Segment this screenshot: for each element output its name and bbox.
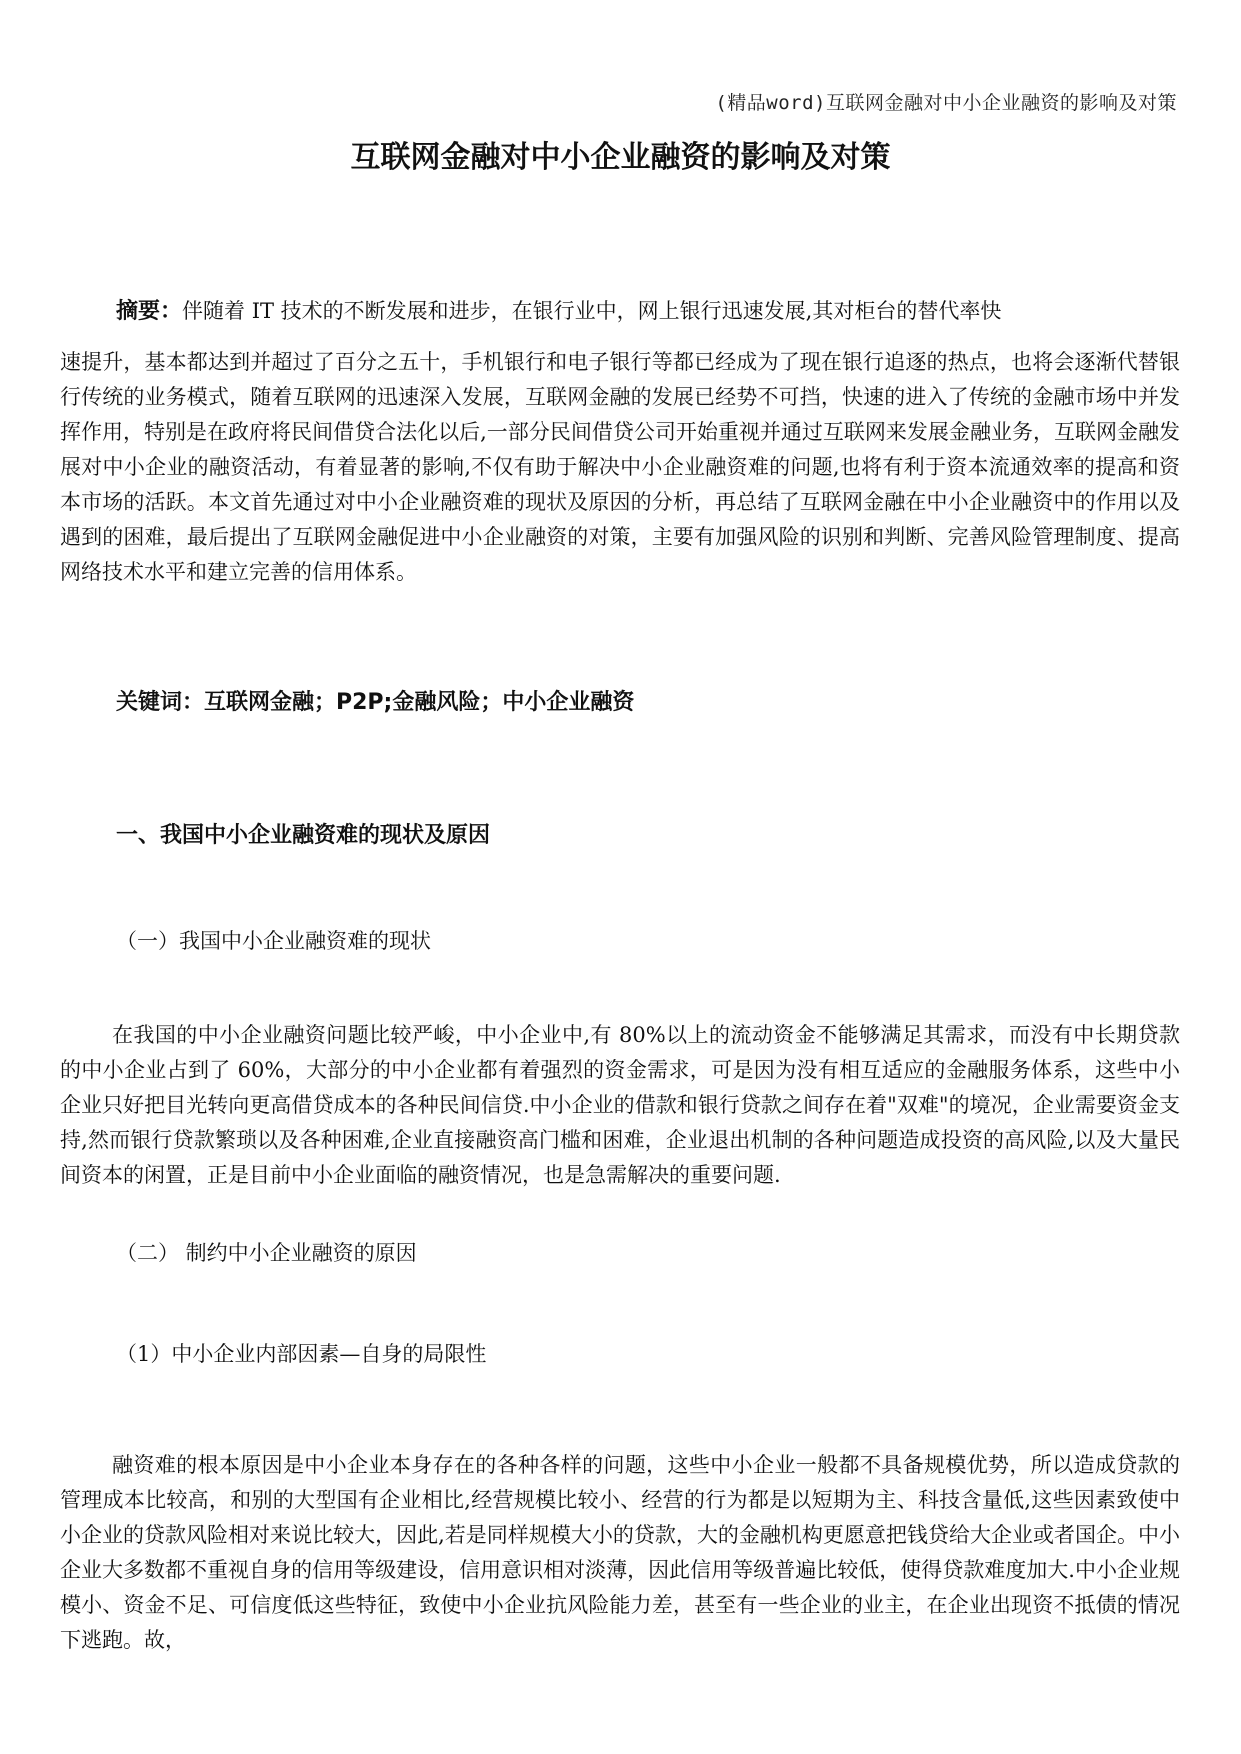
item-heading-1: （1）中小企业内部因素—自身的局限性 bbox=[116, 1342, 487, 1366]
abstract-first-line bbox=[60, 294, 1180, 329]
subsection-heading-1: （一）我国中小企业融资难的现状 bbox=[116, 929, 431, 953]
abstract-label: 摘要： bbox=[116, 299, 183, 324]
subsection-heading-2: （二） 制约中小企业融资的原因 bbox=[116, 1241, 417, 1265]
running-header: (精品word)互联网金融对中小企业融资的影响及对策 bbox=[715, 92, 1177, 114]
subsection-1-paragraph: 在我国的中小企业融资问题比较严峻，中小企业中,有 80%以上的流动资金不能够满足其需求，而没有中长期贷款的中小企业占到了 60%，大部分的中小企业都有着强烈的资金需求，可是因为没有相互适应的金融服务体系，这些中小企业只好把目光转向更高借贷成本的各种民间信贷.中小企业的借款和银行贷款之间存在着"双难"的境况，企业需要资金支持,然而银行贷款繁琐以及各种困难,企业直接融资高门槛和困难，企业退出机制的各种问题造成投资的高风险,以及大量民间资本的闲置，正是目前中小企业面临的融资情况，也是急需解决的重要问题. bbox=[60, 1023, 1180, 1187]
abstract-body: 速提升，基本都达到并超过了百分之五十，手机银行和电子银行等都已经成为了现在银行追逐的热点，也将会逐渐代替银行传统的业务模式，随着互联网的迅速深入发展，互联网金融的发展已经势不可挡，快速的进入了传统的金融市场中并发挥作用，特别是在政府将民间借贷合法化以后,一部分民间借贷公司开始重视并通过互联网来发展金融业务，互联网金融发展对中小企业的融资活动，有着显著的影响,不仅有助于解决中小企业融资难的问题,也将有利于资本流通效率的提高和资本市场的活跃。本文首先通过对中小企业融资难的现状及原因的分析，再总结了互联网金融在中小企业融资中的作用以及遇到的困难，最后提出了互联网金融促进中小企业融资的对策，主要有加强风险的识别和判断、完善风险管理制度、提高网络技术水平和建立完善的信用体系。 bbox=[60, 350, 1180, 584]
document-title: 互联网金融对中小企业融资的影响及对策 bbox=[350, 140, 891, 175]
abstract-first-text: 伴随着 IT 技术的不断发展和进步，在银行业中，网上银行迅速发展,其对柜台的替代率快 bbox=[182, 299, 1002, 323]
section-heading-1: 一、我国中小企业融资难的现状及原因 bbox=[116, 823, 491, 848]
keywords: 关键词：互联网金融；P2P;金融风险；中小企业融资 bbox=[116, 690, 635, 715]
item-1-paragraph: 融资难的根本原因是中小企业本身存在的各种各样的问题，这些中小企业一般都不具备规模优势，所以造成贷款的管理成本比较高，和别的大型国有企业相比,经营规模比较小、经营的行为都是以短期为主、科技含量低,这些因素致使中小企业的贷款风险相对来说比较大，因此,若是同样规模大小的贷款，大的金融机构更愿意把钱贷给大企业或者国企。中小企业大多数都不重视自身的信用等级建设，信用意识相对淡薄，因此信用等级普遍比较低，使得贷款难度加大.中小企业规模小、资金不足、可信度低这些特征，致使中小企业抗风险能力差，甚至有一些企业的业主，在企业出现资不抵债的情况下逃跑。故， bbox=[60, 1453, 1180, 1652]
